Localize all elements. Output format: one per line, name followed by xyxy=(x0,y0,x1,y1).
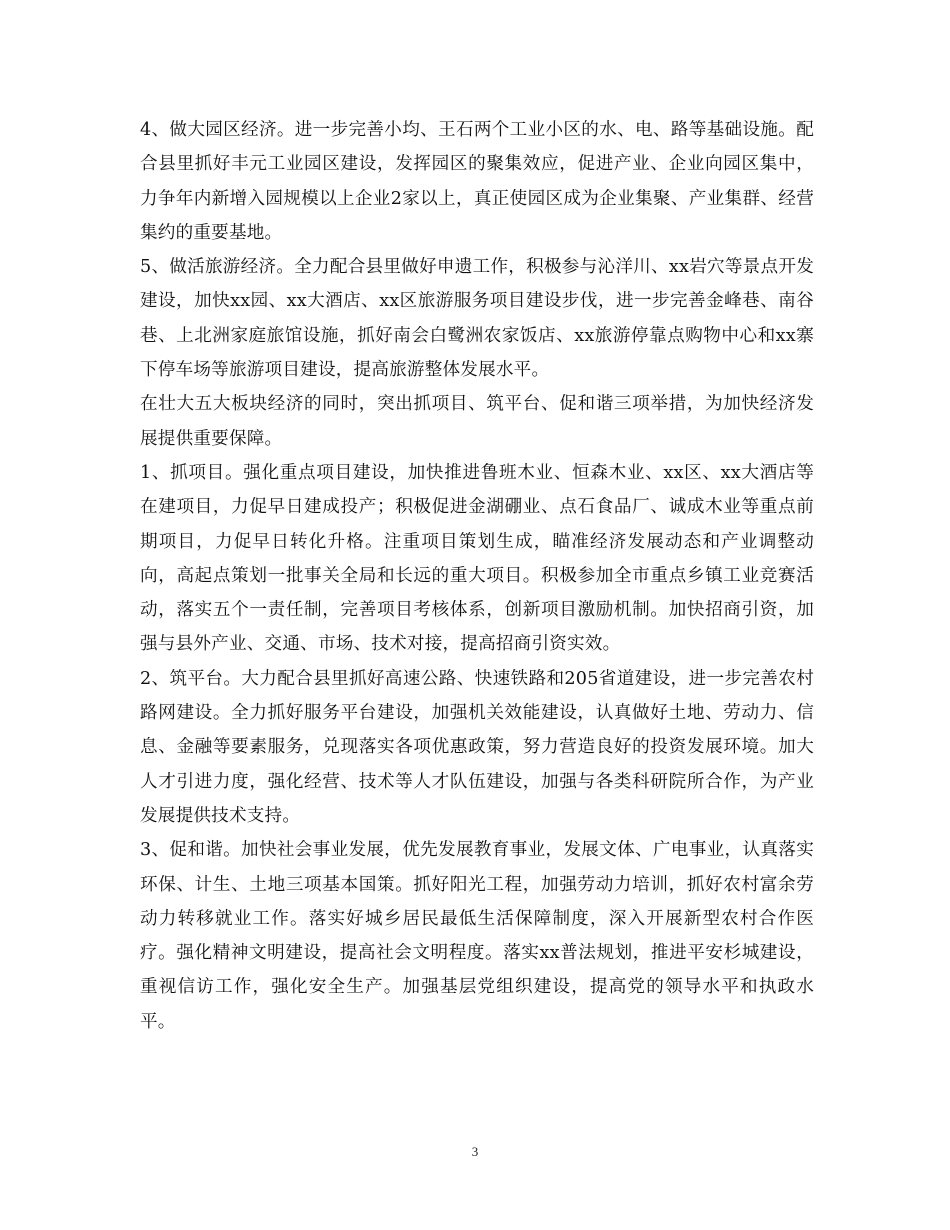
paragraph-projects: 1、抓项目。强化重点项目建设，加快推进鲁班木业、恒森木业、xx区、xx大酒店等在建项目，力促早日建成投产；积极促进金湖硼业、点石食品厂、诚成木业等重点前期项目，力促早日转化升格。注重项目策划生成，瞄准经济发展动态和产业调整动向，高起点策划一批事关全局和长远的重大项目。积极参加全市重点乡镇工业竞赛活动，落实五个一责任制，完善项目考核体系，创新项目激励机制。加快招商引资，加强与县外产业、交通、市场、技术对接，提高招商引资实效。 xyxy=(140,462,814,655)
paragraph-industrial-park: 4、做大园区经济。进一步完善小均、王石两个工业小区的水、电、路等基础设施。配合县里抓好丰元工业园区建设，发挥园区的聚集效应，促进产业、企业向园区集中，力争年内新增入园规模以上企业2家以上，真正使园区成为企业集聚、产业集群、经营集约的重要基地。 xyxy=(140,120,814,243)
paragraph-tourism: 5、做活旅游经济。全力配合县里做好申遗工作，积极参与沁洋川、xx岩穴等景点开发建设，加快xx园、xx大酒店、xx区旅游服务项目建设步伐，进一步完善金峰巷、南谷巷、上北洲家庭旅馆设施，抓好南会白鹭洲农家饭店、xx旅游停靠点购物中心和xx寨下停车场等旅游项目建设，提高旅游整体发展水平。 xyxy=(140,257,814,381)
document-body xyxy=(140,113,814,1039)
paragraph-platform: 2、筑平台。大力配合县里抓好高速公路、快速铁路和205省道建设，进一步完善农村路网建设。全力抓好服务平台建设，加强机关效能建设，认真做好土地、劳动力、信息、金融等要素服务，兑现落实各项优惠政策，努力营造良好的投资发展环境。加大人才引进力度，强化经营、技术等人才队伍建设，加强与各类科研院所合作，为产业发展提供技术支持。 xyxy=(140,668,814,826)
paragraph-three-measures: 在壮大五大板块经济的同时，突出抓项目、筑平台、促和谐三项举措，为加快经济发展提供重要保障。 xyxy=(140,394,814,449)
paragraph-harmony: 3、促和谐。加快社会事业发展，优先发展教育事业，发展文体、广电事业，认真落实环保、计生、土地三项基本国策。抓好阳光工程，加强劳动力培训，抓好农村富余劳动力转移就业工作。落实好城乡居民最低生活保障制度，深入开展新型农村合作医疗。强化精神文明建设，提高社会文明程度。落实xx普法规划，推进平安杉城建设，重视信访工作，强化安全生产。加强基层党组织建设，提高党的领导水平和执政水平。 xyxy=(140,840,814,1032)
page-number: 3 xyxy=(471,1144,479,1159)
